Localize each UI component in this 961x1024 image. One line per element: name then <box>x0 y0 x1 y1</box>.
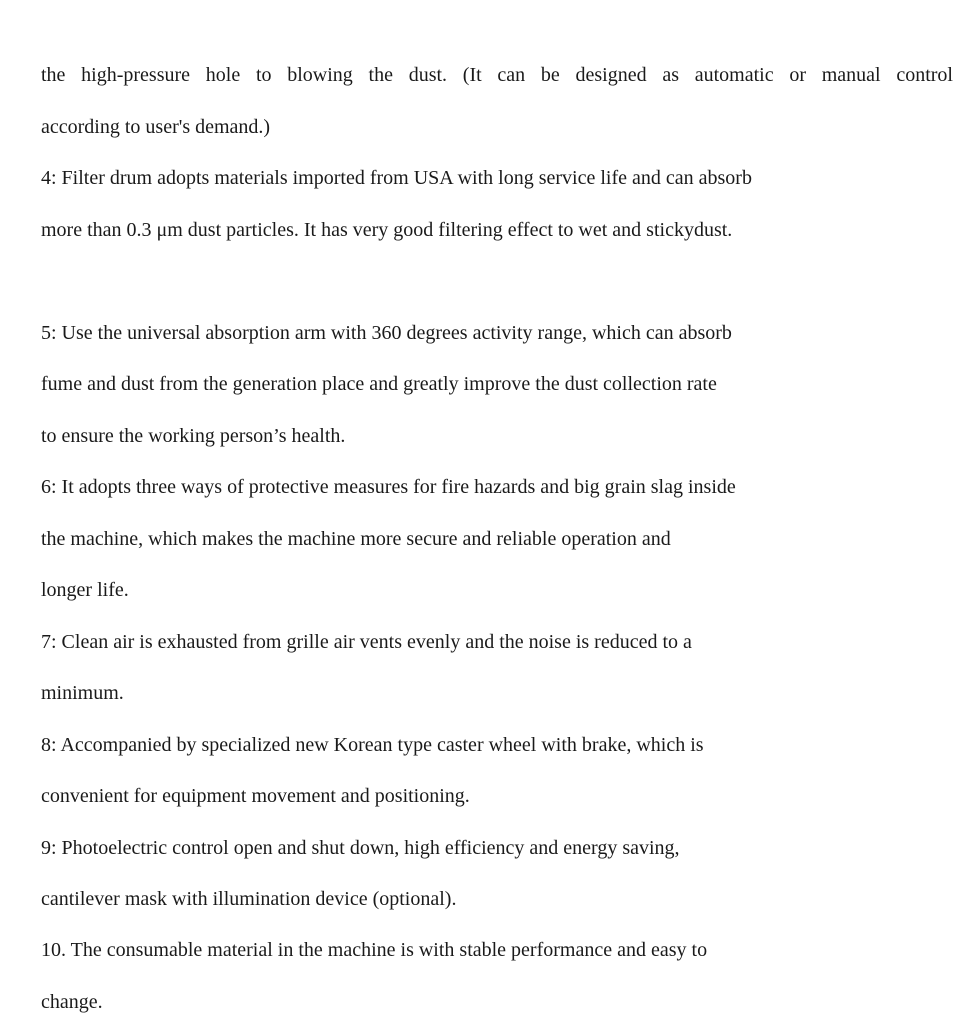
text-line-9: the machine, which makes the machine more secure and reliable operation and <box>41 528 671 550</box>
text-line-15: 9: Photoelectric control open and shut down, high efficiency and energy saving, <box>41 837 680 859</box>
text-line-10: longer life. <box>41 579 129 601</box>
text-line-17: 10. The consumable material in the machine is with stable performance and easy to <box>41 939 708 961</box>
text-line-4: more than 0.3 μm dust particles. It has very good filtering effect to wet and stickydust. <box>41 219 733 241</box>
text-line-5: 5: Use the universal absorption arm with 360 degrees activity range, which can absorb <box>41 322 732 344</box>
text-line-1: the high-pressure hole to blowing the dust. (It can be designed as automatic or manual control <box>41 64 953 86</box>
text-line-2: according to user's demand.) <box>41 116 271 138</box>
text-line-12: minimum. <box>41 682 124 704</box>
text-line-11: 7: Clean air is exhausted from grille air vents evenly and the noise is reduced to a <box>41 631 692 653</box>
text-line-13: 8: Accompanied by specialized new Korean type caster wheel with brake, which is <box>41 734 704 756</box>
text-line-16: cantilever mask with illumination device (optional). <box>41 888 457 910</box>
text-line-8: 6: It adopts three ways of protective measures for fire hazards and big grain slag inside <box>41 476 736 498</box>
text-line-3: 4: Filter drum adopts materials imported from USA with long service life and can absorb <box>41 167 752 189</box>
text-line-14: convenient for equipment movement and positioning. <box>41 785 470 807</box>
text-line-6: fume and dust from the generation place and greatly improve the dust collection rate <box>41 373 717 395</box>
text-line-7: to ensure the working person’s health. <box>41 425 346 447</box>
text-line-18: change. <box>41 991 103 1013</box>
